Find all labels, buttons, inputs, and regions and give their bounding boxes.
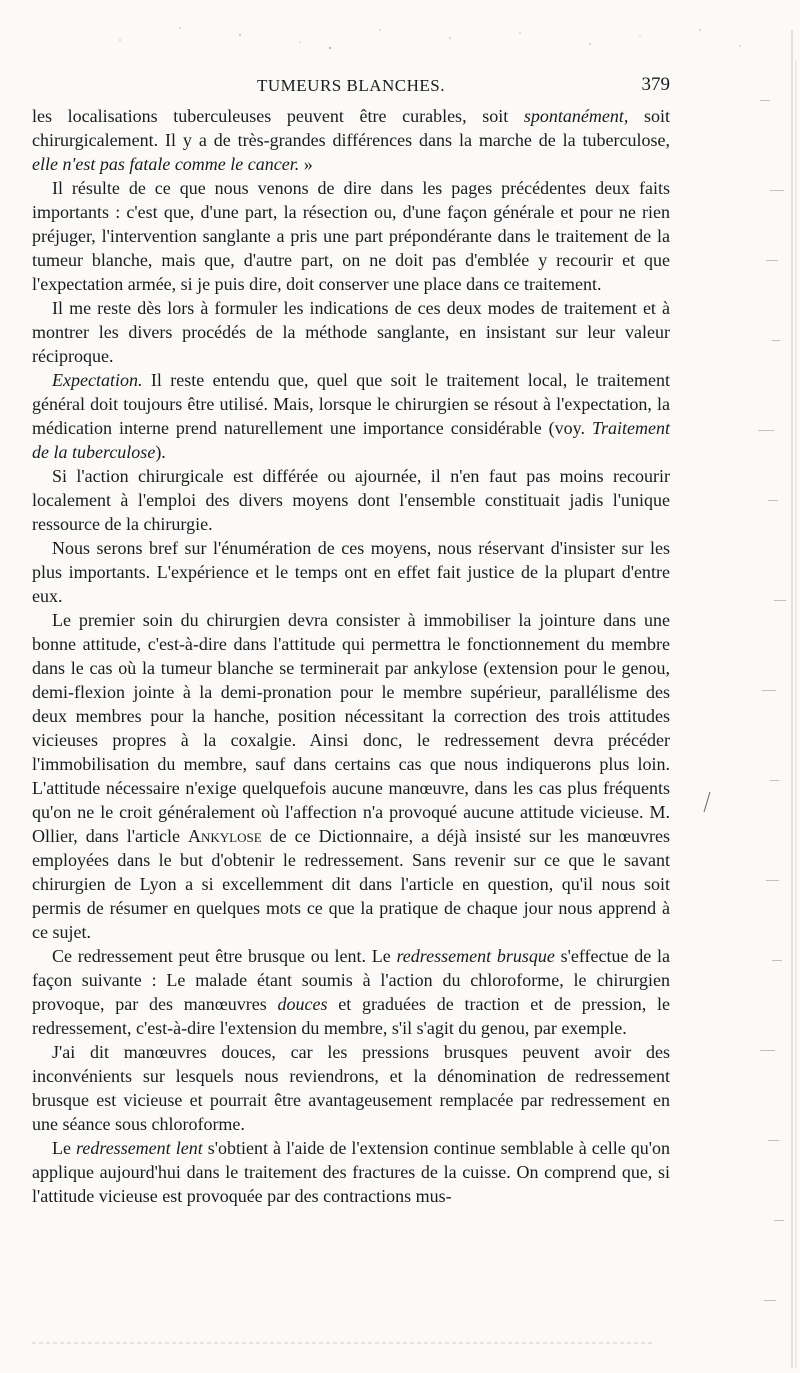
paragraph — [32, 176, 670, 296]
text-run: soit chirurgicalement. Il y a de très-grandes différences dans la marche de la tuberculose, — [32, 106, 670, 150]
italic-text: spontanément, — [523, 106, 629, 126]
text-run: Il me reste dès lors à formuler les indications de ces deux modes de traitement et à montrer les divers procédés de la méthode sanglante, en insistant sur leur valeur réciproque. — [32, 298, 670, 366]
italic-text: douces — [277, 994, 328, 1014]
text-run: Il résulte de ce que nous venons de dire dans les pages précédentes deux faits importants : c'est que, d'une part, la résection ou, d'une façon générale et pour ne rien préjuger, l'intervention sanglante a pris une part prépondérante dans le traitement de la tumeur blanche, mais que, d'autre part, on ne doit pas d'emblée y recourir et que l'expectation armée, si je puis dire, doit conserver une place dans ce traitement. — [32, 178, 670, 294]
italic-text: redressement lent — [76, 1138, 203, 1158]
text-run: J'ai dit manœuvres douces, car les pressions brusques peuvent avoir des inconvénients sur lesquels nous reviendrons, et la dénomination de redressement brusque est vicieuse et pourrait être avantageusement remplacée par redressement en une séance sous chloroforme. — [32, 1042, 670, 1134]
text-run: ). — [155, 442, 166, 462]
paragraph — [32, 608, 670, 944]
page-header — [32, 72, 670, 104]
text-run: et graduées de traction et de pression, le redressement, c'est-à-dire l'extension du membre, s'il s'agit du genou, par exemple. — [32, 994, 670, 1038]
paragraph — [32, 1136, 670, 1208]
italic-text: redressement brusque — [396, 946, 555, 966]
text-run: Il reste entendu que, quel que soit le traitement local, le traitement général doit toujours être utilisé. Mais, lorsque le chirurgien se résout à l'expectation, la médication interne prend naturellement une importance considérable (voy. — [32, 370, 670, 438]
paragraph — [32, 104, 670, 176]
text-run: Nous serons bref sur l'énumération de ces moyens, nous réservant d'insister sur les plus importants. L'expérience et le temps ont en effet fait justice de la plupart d'entre eux. — [32, 538, 670, 606]
text-run: s'effectue de la façon suivante : Le malade étant soumis à l'action du chloroforme, le chirurgien provoque, par des manœuvres — [32, 946, 670, 1014]
italic-text: elle n'est pas fatale comme le cancer. — [32, 154, 300, 174]
text-run: Le — [52, 1138, 77, 1158]
text-run: » — [299, 154, 313, 174]
text-run: Si l'action chirurgicale est différée ou ajournée, il n'en faut pas moins recourir localement à l'emploi des divers moyens dont l'ensemble constituait jadis l'unique ressource de la chirurgie. — [32, 466, 670, 534]
italic-text: Expectation. — [52, 370, 143, 390]
scan-bottom-bleed — [32, 1334, 652, 1342]
paragraph — [32, 368, 670, 464]
text-run: de ce Dictionnaire, a déjà insisté sur les manœuvres employées dans le but d'obtenir le redressement. Sans revenir sur ce que le savant chirurgien de Lyon a si excellemment dit dans l'article en question, qu'il nous soit permis de résumer en quelques mots ce que la pratique de chaque jour nous apprend à ce sujet. — [32, 826, 671, 942]
body-text — [32, 104, 670, 1208]
text-run: Le premier soin du chirurgien devra consister à immobiliser la jointure dans une bonne attitude, c'est-à-dire dans l'attitude qui permettra le fonctionnement du membre dans le cas où la tumeur blanche se terminerait par ankylose (extension pour le genou, demi-flexion jointe à la demi-pronation pour le membre supérieur, parallélisme des deux membres pour la hanche, position nécessitant la correction des trois attitudes vicieuses propres à la coxalgie. Ainsi donc, le redressement devra précéder l'immobilisation du membre, sauf dans certains cas que nous indiquerons plus loin. L'attitude nécessaire n'exige quelquefois aucune manœuvre, dans les cas plus fréquents qu'on ne le croit généralement où l'affection n'a provoqué aucune attitude vicieuse. M. Ollier, dans l'article — [32, 610, 670, 846]
paragraph — [32, 944, 670, 1040]
paragraph — [32, 464, 670, 536]
text-run: les localisations tuberculeuses peuvent être curables, soit — [32, 106, 524, 126]
text-run: s'obtient à l'aide de l'extension continue semblable à celle qu'on applique aujourd'hui dans le traitement des fractures de la cuisse. On comprend que, si l'attitude vicieuse est provoquée par des contractions mus- — [32, 1138, 670, 1206]
page-number: 379 — [641, 74, 670, 95]
paragraph — [32, 536, 670, 608]
scan-right-edge — [700, 0, 800, 1368]
italic-text: Traitement de la tuberculose — [32, 418, 670, 462]
paragraph — [32, 296, 670, 368]
running-title: TUMEURS BLANCHES. — [257, 76, 445, 95]
page — [32, 72, 670, 1208]
smallcaps-text: Ankylose — [187, 826, 262, 846]
text-run: Ce redressement peut être brusque ou lent. Le — [52, 946, 397, 966]
paragraph — [32, 1040, 670, 1136]
scan-top-margin — [0, 0, 800, 60]
